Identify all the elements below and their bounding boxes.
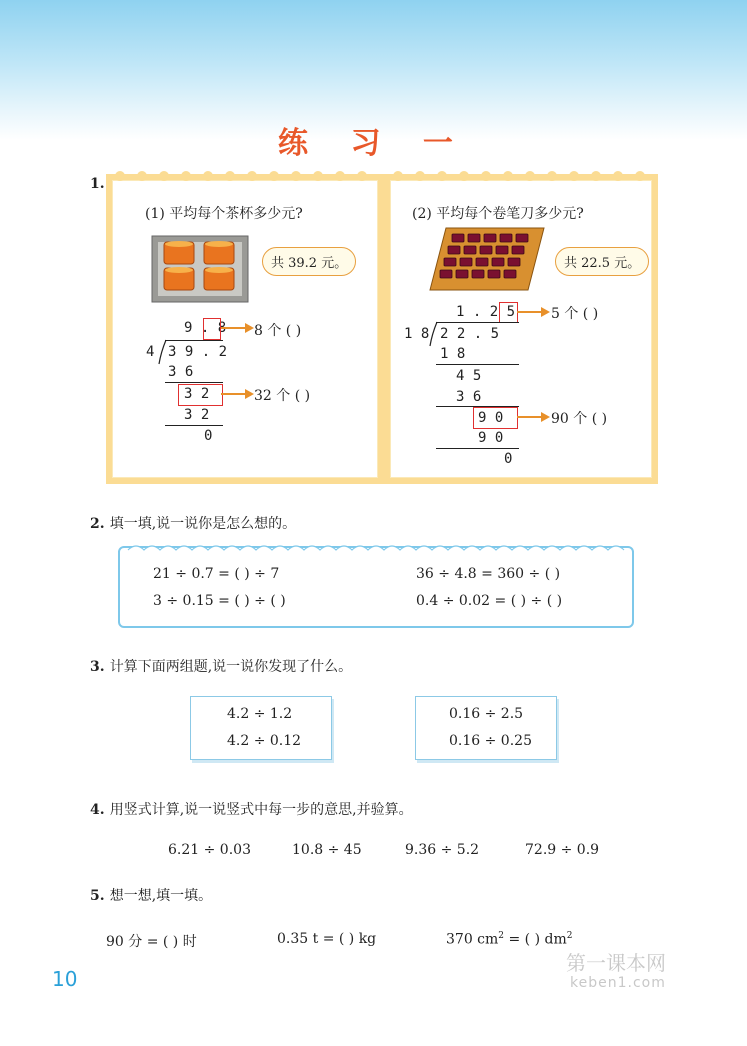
q5-item-3-left: 370 cm bbox=[446, 931, 499, 948]
q1-number: 1. bbox=[90, 176, 105, 192]
teacups-illustration bbox=[150, 232, 250, 304]
division-bracket bbox=[158, 339, 168, 365]
division-bar bbox=[165, 340, 223, 341]
q2-equation-2: 36 ÷ 4.8 = 360 ÷ ( ) bbox=[416, 566, 561, 582]
q5-item-1: 90 分 = ( ) 时 bbox=[106, 934, 197, 950]
q1-right-step4: 9 0 bbox=[478, 410, 504, 426]
q1-left-panel-binding bbox=[106, 168, 384, 182]
q2-equation-3: 3 ÷ 0.15 = ( ) ÷ ( ) bbox=[153, 593, 286, 609]
q1-right-step1: 1 8 bbox=[440, 346, 466, 362]
step-line bbox=[165, 425, 223, 426]
q4-item-1: 6.21 ÷ 0.03 bbox=[168, 842, 251, 858]
q3-group1-item1: 4.2 ÷ 1.2 bbox=[227, 706, 293, 722]
page-number: 10 bbox=[52, 967, 78, 991]
q2-equation-4: 0.4 ÷ 0.02 = ( ) ÷ ( ) bbox=[416, 593, 563, 609]
q3-number: 3. bbox=[90, 659, 105, 675]
q1-left-quotient: 9 . 8 bbox=[184, 320, 227, 336]
q4-item-4: 72.9 ÷ 0.9 bbox=[525, 842, 600, 858]
q2-heading bbox=[90, 513, 296, 533]
q3-group2-item1: 0.16 ÷ 2.5 bbox=[449, 706, 524, 722]
q5-text: 想一想,填一填。 bbox=[109, 888, 213, 904]
q2-text: 填一填,说一说你是怎么想的。 bbox=[109, 516, 297, 532]
q1-left-remainder: 0 bbox=[204, 428, 213, 444]
q1-right-question: (2) 平均每个卷笔刀多少元? bbox=[412, 206, 584, 222]
arrow-right-icon bbox=[221, 322, 255, 334]
q1-right-quotient: 1 . 2 5 bbox=[456, 304, 516, 320]
q1-right-highlight-quotient bbox=[499, 302, 518, 323]
q1-right-note2: 90 个 ( ) bbox=[551, 411, 608, 427]
page-title: 练 习 一 bbox=[278, 126, 469, 161]
q4-number: 4. bbox=[90, 802, 105, 818]
q4-text: 用竖式计算,说一说竖式中每一步的意思,并验算。 bbox=[109, 802, 413, 818]
step-line bbox=[436, 364, 519, 365]
q3-heading bbox=[90, 656, 352, 676]
q1-right-dividend: 2 2 . 5 bbox=[440, 326, 500, 342]
q1-left-step3: 3 2 bbox=[184, 407, 210, 423]
q5-item-3 bbox=[446, 931, 572, 948]
q2-number: 2. bbox=[90, 516, 105, 532]
q1-right-note1: 5 个 ( ) bbox=[551, 306, 599, 322]
q4-heading bbox=[90, 799, 413, 819]
q1-left-step2: 3 2 bbox=[184, 386, 210, 402]
q3-group2-item2: 0.16 ÷ 0.25 bbox=[449, 733, 532, 749]
q1-right-panel-binding bbox=[384, 168, 658, 182]
watermark-title: 第一课本网 bbox=[566, 951, 666, 975]
q2-box-scallop bbox=[118, 542, 632, 552]
q1-left-price-bubble: 共 39.2 元。 bbox=[262, 247, 356, 276]
q1-left-highlight-quotient bbox=[203, 318, 221, 340]
watermark-url: keben1.com bbox=[570, 975, 666, 991]
arrow-right-icon bbox=[517, 306, 551, 318]
q2-equation-box bbox=[118, 546, 634, 628]
sharpeners-illustration bbox=[428, 226, 546, 292]
q5-item-2: 0.35 t = ( ) kg bbox=[277, 931, 377, 947]
division-bracket bbox=[429, 321, 439, 347]
q5-heading bbox=[90, 885, 212, 905]
step-line bbox=[165, 382, 223, 383]
q2-equation-1: 21 ÷ 0.7 = ( ) ÷ 7 bbox=[153, 566, 280, 582]
arrow-right-icon bbox=[221, 388, 255, 400]
q1-left-question: (1) 平均每个茶杯多少元? bbox=[145, 206, 303, 222]
q4-item-2: 10.8 ÷ 45 bbox=[292, 842, 362, 858]
q1-right-remainder: 0 bbox=[504, 451, 513, 467]
q1-right-price-bubble: 共 22.5 元。 bbox=[555, 247, 649, 276]
q1-left-note1: 8 个 ( ) bbox=[254, 323, 302, 339]
q5-item-3-right: = ( ) dm bbox=[504, 931, 567, 948]
q3-group1-item2: 4.2 ÷ 0.12 bbox=[227, 733, 302, 749]
arrow-right-icon bbox=[517, 411, 551, 423]
q1-right-step3: 3 6 bbox=[456, 389, 482, 405]
q1-right-step2: 4 5 bbox=[456, 368, 482, 384]
q3-text: 计算下面两组题,说一说你发现了什么。 bbox=[109, 659, 353, 675]
q1-left-dividend: 3 9 . 2 bbox=[168, 344, 228, 360]
q1-left-note2: 32 个 ( ) bbox=[254, 388, 311, 404]
q5-number: 5. bbox=[90, 888, 105, 904]
q1-left-step1: 3 6 bbox=[168, 364, 194, 380]
q1-right-divisor: 1 8 bbox=[404, 326, 430, 342]
superscript-2: 2 bbox=[498, 931, 505, 941]
q1-right-step5: 9 0 bbox=[478, 430, 504, 446]
superscript-2: 2 bbox=[566, 931, 573, 941]
step-line bbox=[436, 448, 519, 449]
q1-right-highlight-step bbox=[473, 407, 518, 429]
q4-item-3: 9.36 ÷ 5.2 bbox=[405, 842, 480, 858]
q1-left-divisor: 4 bbox=[146, 344, 155, 360]
division-bar bbox=[436, 322, 519, 323]
q1-left-highlight-step bbox=[178, 384, 223, 406]
